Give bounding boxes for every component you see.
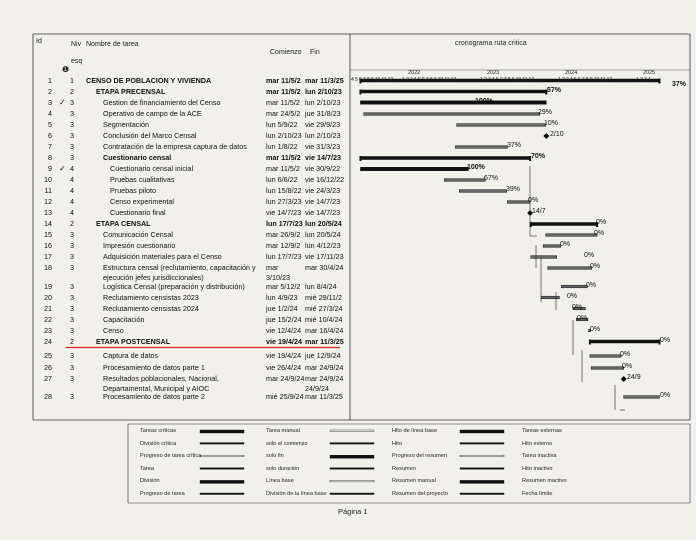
task-level: 3	[70, 241, 74, 250]
task-start: vie 19/4/24	[266, 351, 302, 360]
legend-label: División de la línea base	[266, 491, 327, 497]
task-name: Pruebas cualitativas	[110, 175, 175, 184]
table-row[interactable]	[0, 373, 696, 393]
year-label-2022: 2022	[408, 70, 421, 76]
table-row[interactable]	[0, 336, 696, 348]
legend-label: Resumen inactivo	[522, 478, 567, 485]
bar-percent-label: 0%	[660, 336, 671, 344]
legend-label: Línea base	[266, 478, 294, 485]
task-level: 4	[70, 197, 74, 206]
bar-percent-label: 0%	[528, 197, 539, 204]
task-name: Reclutamiento censistas 2023	[103, 292, 199, 302]
task-name: Contratación de la empresa captura de datos	[103, 142, 247, 151]
task-start: vie 19/4/24	[266, 336, 302, 346]
task-id: 27	[44, 374, 52, 383]
task-id: 3	[48, 97, 52, 107]
task-finish: vie 17/11/23	[305, 252, 344, 261]
task-level: 4	[70, 164, 74, 173]
task-level: 3	[70, 142, 74, 151]
year-label-2024: 2024	[565, 70, 578, 76]
task-name: CENSO DE POBLACION Y VIVIENDA	[86, 75, 212, 85]
bar-percent-label: 29%	[538, 109, 553, 116]
bar-percent-label: 37%	[507, 142, 522, 149]
task-name: Capacitación	[103, 314, 145, 324]
legend-label: solo el comienzo	[266, 440, 308, 447]
legend-label: solo duración	[266, 465, 300, 472]
task-level: 3	[70, 292, 74, 302]
task-name: Resultados poblacionales, Nacional,	[103, 374, 219, 383]
legend-label: Hito inactivo	[522, 465, 553, 472]
task-start: mar 11/5/2	[266, 75, 301, 85]
task-level: 4	[70, 175, 74, 184]
task-id: 7	[48, 142, 52, 151]
legend-sample	[330, 443, 374, 445]
task-finish: vie 16/12/22	[305, 175, 345, 184]
header-task-name: Nombre de tarea	[86, 41, 139, 48]
task-name: Operativo de campo de la ACE	[103, 109, 202, 118]
task-name: Reclutamiento censistas 2024	[103, 303, 199, 313]
complete-check-icon: ✓	[59, 164, 66, 173]
task-id: 16	[44, 241, 52, 250]
task-id: 1	[48, 75, 52, 85]
legend-sample	[460, 493, 504, 495]
task-finish: jue 31/8/23	[305, 109, 341, 118]
legend-label: Progreso de tarea crítica	[140, 453, 202, 460]
legend-sample	[460, 430, 504, 433]
task-name: Gestion de financiamiento del Censo	[103, 97, 221, 107]
task-name: Adquisición materiales para el Censo	[103, 252, 222, 261]
chart-title: cronograma ruta critica	[455, 40, 527, 47]
task-start: vie 26/4/24	[266, 363, 302, 372]
task-start: mar 11/5/2	[266, 86, 301, 96]
legend-label: Tareas externas	[522, 428, 562, 434]
task-finish: vie 14/7/23	[305, 197, 341, 206]
task-id: 10	[44, 175, 52, 184]
task-finish: lun 20/5/24	[305, 219, 342, 228]
legend-label: División crítica	[140, 440, 177, 447]
task-level: 3	[70, 109, 74, 118]
task-level: 3	[70, 281, 74, 291]
task-finish: vie 31/3/23	[305, 142, 341, 151]
task-id: 17	[44, 252, 52, 261]
task-start: vie 12/4/24	[266, 325, 302, 335]
task-finish: mié 10/4/24	[305, 314, 343, 324]
legend-sample	[330, 455, 374, 458]
task-start: lun 17/7/23	[266, 219, 303, 228]
task-level: 2	[70, 86, 74, 96]
legend-label: solo fin	[266, 453, 284, 460]
legend-label: Resumen del proyecto	[392, 491, 448, 497]
task-level: 4	[70, 208, 74, 217]
task-id: 21	[44, 303, 52, 313]
month-labels-2024: 1 2 3 4 5 6 7 8 9 10 11 12	[558, 77, 613, 83]
bar-percent-label: 2/10	[550, 131, 564, 138]
legend-sample	[200, 443, 244, 445]
bar-percent-label: 0%	[620, 351, 631, 358]
task-finish: mié 29/11/2	[305, 292, 343, 302]
legend-sample	[460, 480, 504, 483]
task-start-line-2: 3/10/23	[266, 273, 290, 282]
task-id: 22	[44, 314, 52, 324]
task-start: lun 27/3/23	[266, 197, 302, 206]
task-name: Comunicación Censal	[103, 230, 173, 239]
legend-sample	[330, 493, 374, 495]
task-finish: vie 24/3/23	[305, 186, 341, 195]
task-start: vie 14/7/23	[266, 208, 302, 217]
task-id: 28	[44, 392, 52, 401]
task-name: Cuestionario final	[110, 208, 166, 217]
task-id: 14	[44, 219, 52, 228]
bar-percent-label: 0%	[660, 392, 671, 399]
year-label-2023: 2023	[487, 70, 500, 76]
task-finish: lun 8/4/24	[305, 281, 337, 291]
task-finish-line-2: 24/9/24	[305, 384, 329, 393]
task-finish: lun 2/10/23	[305, 97, 341, 107]
bar-percent-label: 10%	[544, 120, 559, 127]
task-level: 3	[70, 363, 74, 372]
task-finish: mar 16/4/24	[305, 325, 344, 335]
task-finish: lun 2/10/23	[305, 131, 341, 140]
task-start: lun 4/9/23	[266, 292, 298, 302]
bar-percent-label: 0%	[622, 363, 633, 370]
task-name: Procesamiento de datos parte 2	[103, 392, 205, 401]
task-start: mar 11/5/2	[266, 153, 301, 162]
task-finish: jue 12/9/24	[305, 351, 341, 360]
task-finish: lun 4/12/23	[305, 241, 341, 250]
task-start: mar 11/5/2	[266, 164, 300, 173]
legend-sample	[200, 480, 244, 483]
task-name: ETAPA POSTCENSAL	[96, 336, 171, 346]
header-id: Id	[36, 38, 42, 45]
header-start: Comienzo	[270, 49, 302, 56]
legend-label: Tareas críticas	[140, 428, 177, 434]
legend-sample	[200, 430, 244, 433]
task-level: 3	[70, 351, 74, 360]
task-start: mar 24/5/2	[266, 109, 301, 118]
bar-percent-label: 70%	[531, 153, 546, 160]
task-level: 3	[70, 153, 74, 162]
task-finish: mar 11/3/25	[305, 392, 343, 401]
bar-percent-label: 0%	[596, 219, 607, 226]
task-level: 3	[70, 131, 74, 140]
bar-percent-label: 100%	[475, 97, 493, 105]
legend-label: Progreso de tarea	[140, 491, 185, 497]
task-level: 3	[70, 252, 74, 261]
task-id: 19	[44, 281, 52, 291]
month-labels-2023: 1 2 3 4 5 6 7 8 9 10 11 12	[480, 77, 535, 83]
task-start: lun 1/8/22	[266, 142, 298, 151]
bar-percent-label: 67%	[484, 175, 499, 182]
task-level: 4	[70, 186, 74, 195]
task-start: mar 5/12/2	[266, 281, 301, 291]
bar-percent-label: 0%	[560, 241, 571, 248]
task-level: 3	[70, 314, 74, 324]
legend-label: Resumen	[392, 465, 416, 472]
task-name: Impresión cuestionario	[103, 241, 176, 250]
task-level: 3	[70, 303, 74, 313]
task-start: mar	[266, 263, 279, 272]
task-name: Censo experimental	[110, 197, 174, 206]
legend-sample	[200, 455, 244, 457]
legend-sample	[200, 468, 244, 470]
bar-percent-label: 0%	[572, 303, 583, 311]
bar-percent-label: 39%	[506, 186, 521, 193]
task-name-line-2: ejecución jefes jurisdiccionales)	[103, 273, 204, 282]
complete-check-icon: ✓	[59, 97, 66, 107]
bar-percent-label: 0%	[590, 263, 601, 270]
bar-percent-label: 100%	[467, 164, 485, 171]
legend-sample	[460, 468, 504, 470]
task-name: ETAPA PRECENSAL	[96, 86, 166, 96]
task-start: mié 25/9/24	[266, 392, 304, 401]
bar-percent-label: 0%	[586, 281, 597, 289]
task-finish: lun 20/5/24	[305, 230, 341, 239]
task-finish: mar 30/4/24	[305, 263, 344, 272]
header-finish: Fin	[310, 49, 320, 56]
table-row[interactable]	[0, 350, 696, 362]
task-finish: vie 14/7/23	[305, 153, 341, 162]
task-name: Censo	[103, 325, 124, 335]
task-id: 8	[48, 153, 52, 162]
task-name: Cuestionario censal	[103, 153, 172, 162]
task-level: 2	[70, 219, 74, 228]
task-id: 11	[44, 186, 52, 195]
legend-label: Tarea inactiva	[522, 453, 557, 460]
task-finish: vie 30/9/22	[305, 164, 341, 173]
task-id: 15	[44, 230, 52, 239]
legend-sample	[330, 468, 374, 470]
task-name: Logística Censal (preparación y distribución)	[103, 281, 245, 291]
task-id: 26	[44, 363, 52, 372]
task-level: 3	[70, 374, 74, 383]
bar-percent-label: 24/9	[627, 374, 641, 381]
month-labels-2025: 1 2 3 4	[636, 77, 651, 83]
task-finish: mar 11/3/25	[305, 75, 344, 85]
legend-label: Hito	[392, 440, 402, 447]
task-level: 1	[70, 75, 74, 85]
legend-label: División	[140, 478, 160, 485]
task-level: 3	[70, 325, 74, 335]
legend-label: Tarea manual	[266, 428, 300, 434]
task-id: 20	[44, 292, 52, 302]
task-finish: mar 24/9/24	[305, 363, 344, 372]
task-start: mar 24/9/24	[266, 374, 305, 383]
task-id: 9	[48, 164, 52, 173]
task-name: Estructura censal (reclutamiento, capacitación y	[103, 263, 256, 272]
task-finish: vie 29/9/23	[305, 120, 341, 129]
task-level: 3	[70, 392, 74, 401]
task-start: lun 5/9/22	[266, 120, 298, 129]
task-id: 12	[44, 197, 52, 206]
task-finish: mar 24/9/24	[305, 374, 344, 383]
task-name: Conclusión del Marco Censal	[103, 131, 197, 140]
task-id: 6	[48, 131, 52, 140]
task-start: mar 12/9/2	[266, 241, 301, 250]
task-name: Procesamiento de datos parte 1	[103, 363, 205, 372]
task-level: 3	[70, 263, 74, 272]
task-name: ETAPA CENSAL	[96, 219, 151, 228]
table-row[interactable]	[0, 97, 696, 109]
bar-percent-label: 0%	[584, 252, 595, 259]
task-start: mar 26/9/2	[266, 230, 301, 239]
legend-label: Tarea	[140, 465, 154, 472]
task-level: 3	[70, 97, 74, 107]
task-start: mar 11/5/2	[266, 97, 300, 107]
header-level-2: esq	[71, 58, 83, 65]
legend-label: Progreso del resumen	[392, 453, 448, 460]
info-icon: ❶	[62, 65, 70, 74]
task-id: 18	[44, 263, 52, 272]
task-name: Pruebas piloto	[110, 186, 156, 195]
task-start: lun 2/10/23	[266, 131, 302, 140]
task-id: 4	[48, 109, 52, 118]
legend-label: Hito externo	[522, 440, 553, 447]
table-row[interactable]	[0, 391, 696, 403]
bar-percent-label: 0%	[594, 230, 605, 237]
legend-sample	[200, 493, 244, 495]
task-start: lun 17/7/23	[266, 252, 302, 261]
task-start: jue 1/2/24	[266, 303, 298, 313]
header-level: Niv	[71, 41, 82, 48]
bar-percent-label: 14/7	[532, 208, 546, 215]
bar-percent-label: 0%	[567, 292, 578, 300]
task-finish: lun 2/10/23	[305, 86, 342, 96]
task-finish: mar 11/3/25	[305, 336, 344, 346]
legend-label: Hito de línea base	[392, 428, 438, 434]
task-level: 3	[70, 230, 74, 239]
task-level: 2	[70, 336, 74, 346]
bar-percent-label: 0%	[590, 325, 601, 333]
task-name: Cuestionario censal inicial	[110, 164, 194, 173]
task-id: 5	[48, 120, 52, 129]
task-name-line-2: Departamental, Municipal y AIOC	[103, 384, 210, 393]
task-id: 24	[44, 336, 52, 346]
task-start: lun 15/8/22	[266, 186, 302, 195]
month-labels-2022: 1 2 3 4 5 6 7 8 9 10 11 12	[402, 77, 457, 83]
legend-sample	[330, 430, 374, 432]
legend-sample	[460, 443, 504, 445]
legend-sample	[460, 455, 504, 457]
task-start: lun 6/6/22	[266, 175, 298, 184]
task-id: 13	[44, 208, 52, 217]
task-id: 25	[44, 351, 52, 360]
year-label-2025: 2025	[643, 70, 656, 76]
legend-sample	[330, 480, 374, 482]
bar-percent-label: 0%	[577, 314, 588, 322]
task-start: jue 15/2/24	[266, 314, 302, 324]
bar-percent-label: 37%	[672, 80, 687, 88]
task-id: 2	[48, 86, 52, 96]
page-number: Página 1	[338, 507, 368, 516]
legend-label: Fecha límite	[522, 491, 553, 497]
legend-label: Resumen manual	[392, 478, 436, 485]
task-finish: mié 27/3/24	[305, 303, 343, 313]
task-level: 3	[70, 120, 74, 129]
task-name: Segmentación	[103, 120, 149, 129]
bar-percent-label: 57%	[547, 86, 562, 94]
month-labels-2021: 4 5 6 7 8 9 10 11 12	[351, 77, 394, 83]
task-name: Captura de datos	[103, 351, 159, 360]
task-id: 23	[44, 325, 52, 335]
task-finish: vie 14/7/23	[305, 208, 341, 217]
